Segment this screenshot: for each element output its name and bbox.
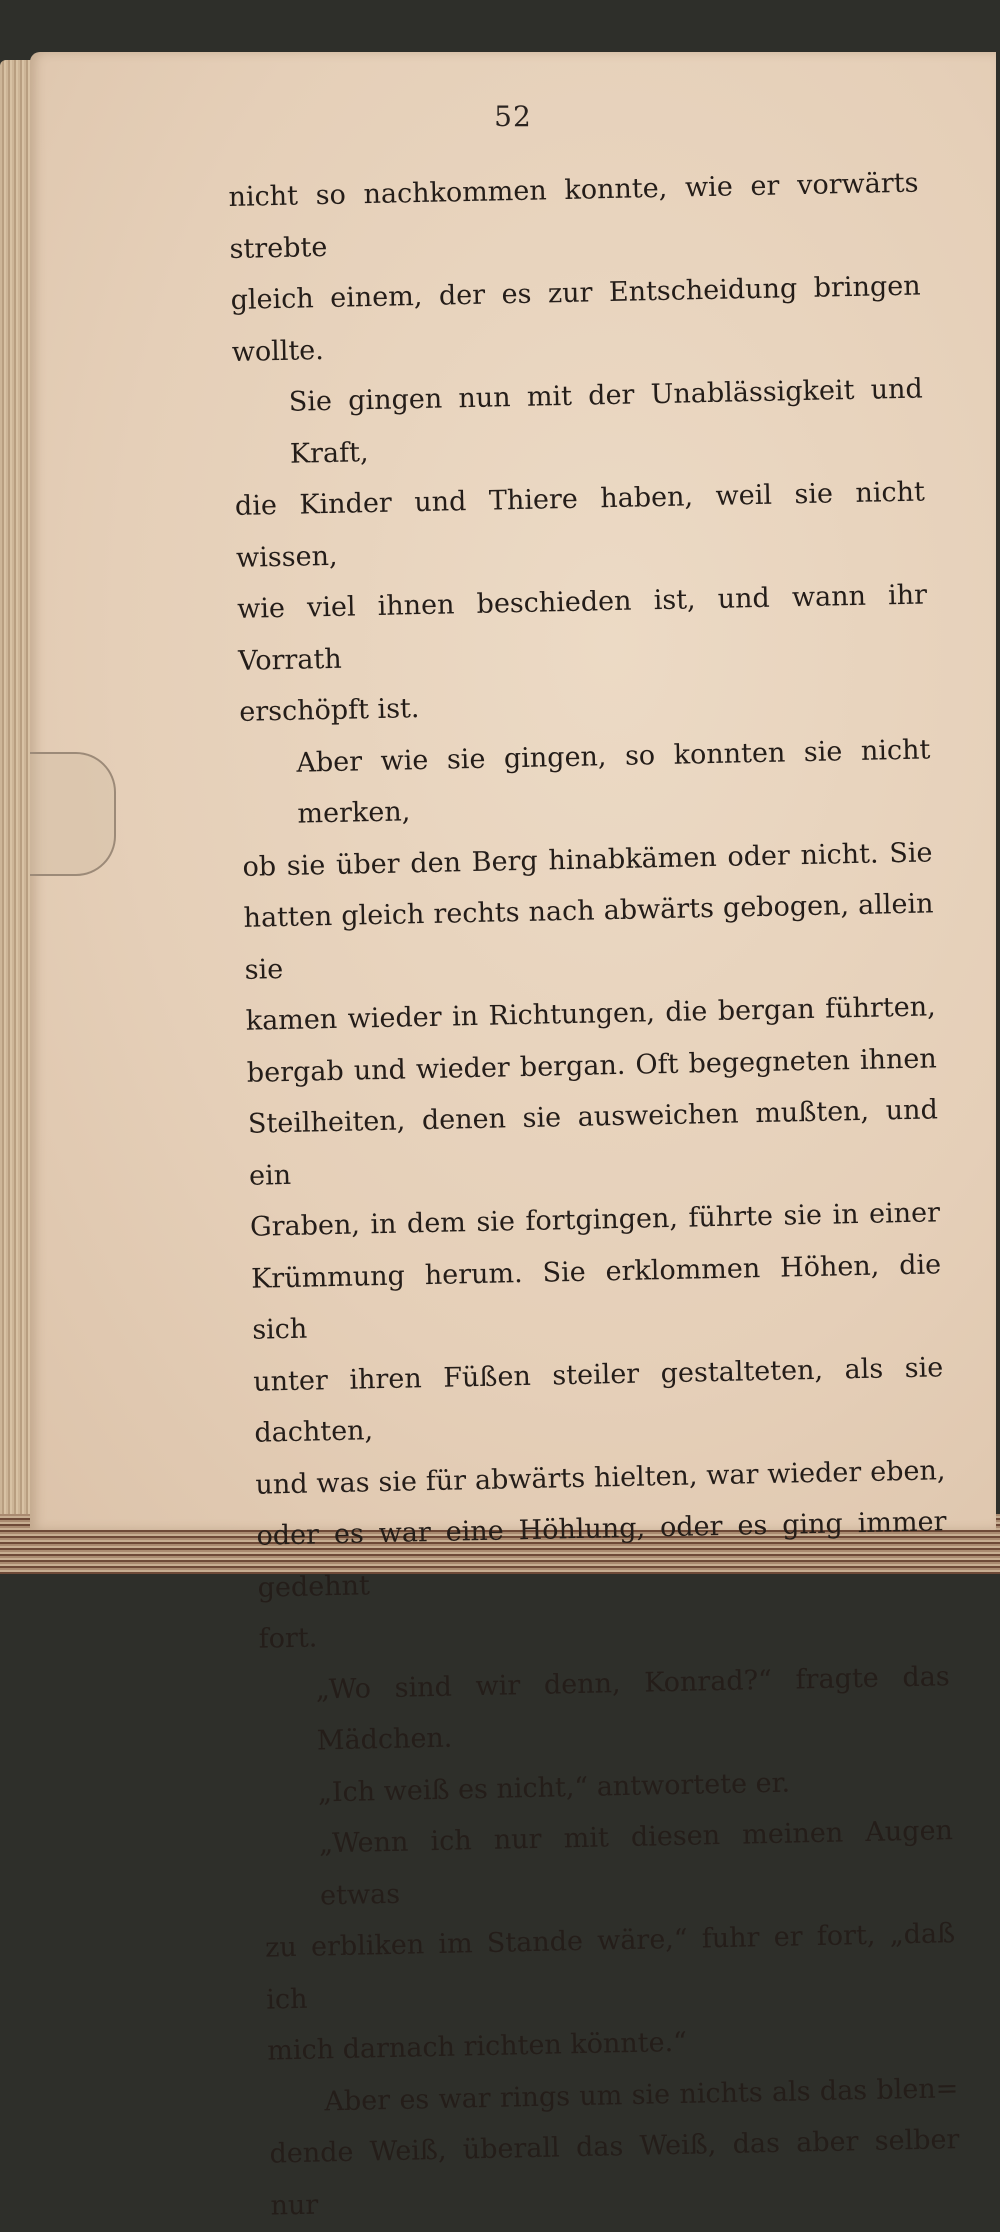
text-line: „Wo sind wir denn, Konrad?“ fragte das Mädchen. <box>315 1660 950 1757</box>
text-line: zu erbliken im Stande wäre,“ fuhr er fort, „daß ich <box>264 1918 956 2016</box>
text-line: „Wenn ich nur mit diesen meinen Augen etwas <box>318 1815 954 1911</box>
text-line: Krümmung herum. Sie erklommen Höhen, die sich <box>250 1248 942 1346</box>
text-line: hatten gleich rechts nach abwärts gebogen, allein sie <box>243 888 934 986</box>
page-number: 52 <box>494 100 532 133</box>
text-line: mich darnach richten könnte.“ <box>267 2026 688 2067</box>
text-line: nicht so nachkommen konnte, wie er vorwärts strebte <box>228 167 919 265</box>
text-line: Sie gingen nun mit der Unablässigkeit und Kraft, <box>288 373 924 470</box>
text-line: oder es war eine Höhlung, oder es ging immer gedehnt <box>256 1506 947 1604</box>
text-line: bergab und wieder bergan. Oft begegneten ihnen <box>246 1042 938 1089</box>
text-line: und was sie für abwärts hielten, war wieder eben, <box>255 1454 946 1501</box>
text-line: kamen wieder in Richtungen, die bergan führten, <box>245 991 936 1037</box>
text-line: Aber wie sie gingen, so konnten sie nicht merken, <box>296 733 931 830</box>
text-line: ob sie über den Berg hinabkämen oder nicht. Sie <box>242 836 933 883</box>
text-line: Steilheiten, denen sie ausweichen mußten, und ein <box>247 1094 939 1192</box>
text-line: Graben, in dem sie fortgingen, führte sie in einer <box>249 1197 941 1243</box>
text-line: die Kinder und Thiere haben, weil sie nicht wissen, <box>234 476 926 574</box>
text-line: dende Weiß, überall das Weiß, das aber selber nur <box>269 2124 960 2222</box>
bookmark-ribbon <box>30 752 116 876</box>
text-line: wie viel ihnen beschieden ist, und wann ihr Vorrath <box>236 579 928 677</box>
body-text <box>228 158 961 2232</box>
text-line: fort. <box>258 1622 318 1655</box>
text-line: erschöpft ist. <box>238 693 420 728</box>
text-line: Aber es war rings um sie nichts als das blen= <box>324 2072 959 2117</box>
book-page <box>30 52 996 2222</box>
text-line: gleich einem, der es zur Entscheidung bringen wollte. <box>230 270 921 368</box>
text-line: „Ich weiß es nicht,“ antwortete er. <box>317 1767 791 1808</box>
text-line: unter ihren Füßen steiler gestalteten, als sie dachten, <box>253 1351 944 1449</box>
